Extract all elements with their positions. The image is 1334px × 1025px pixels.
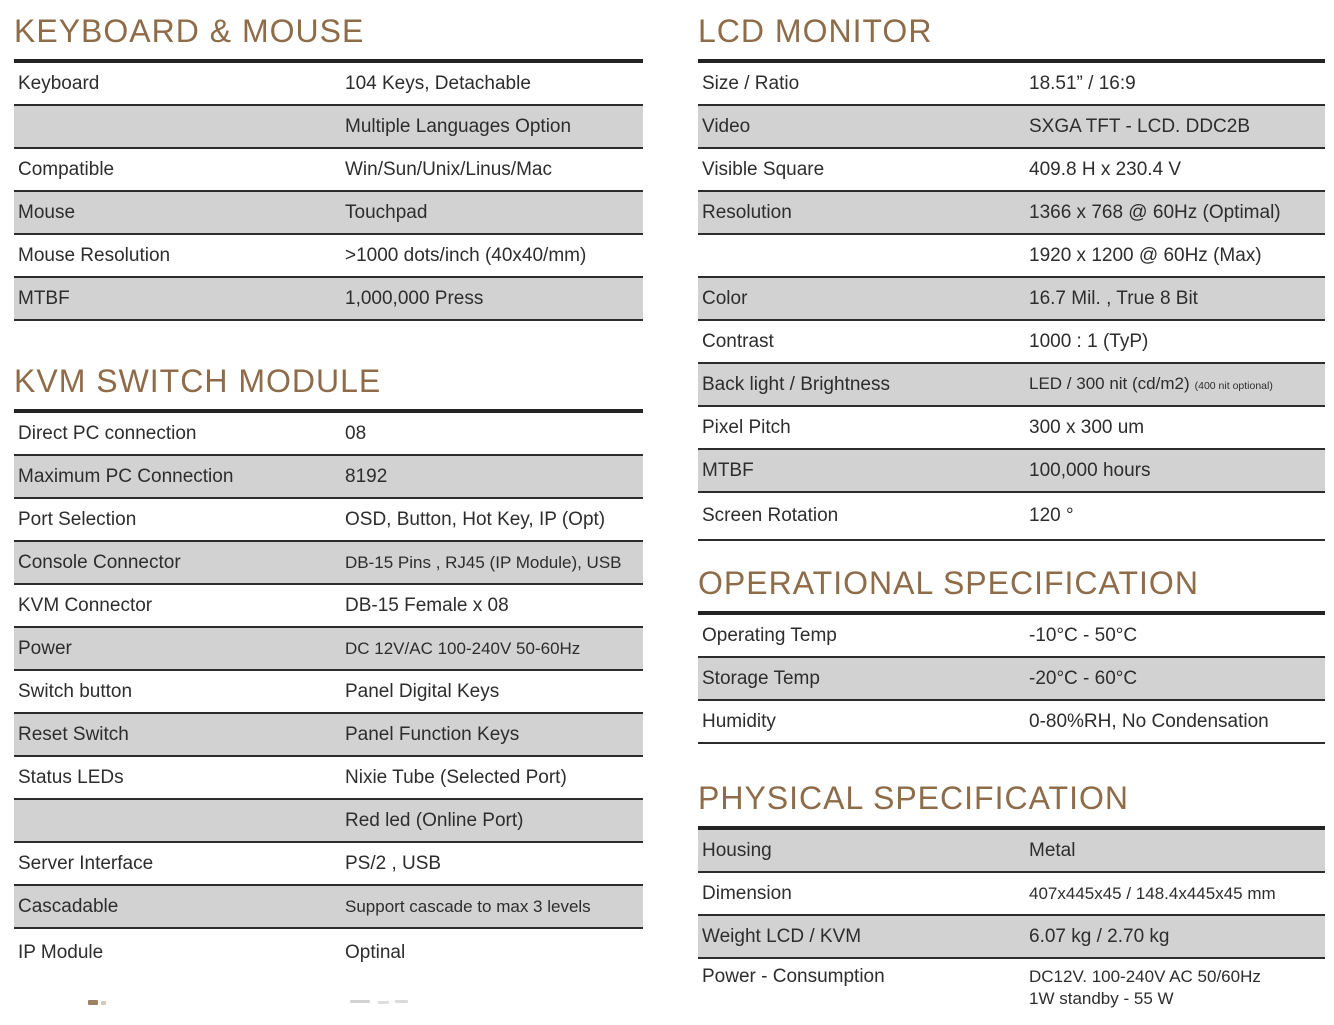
table-row [698,321,1325,364]
table-row [14,671,643,714]
spec-label: Contrast [702,330,774,352]
cropped-row-fragment [378,1001,389,1004]
spec-value-text: DB-15 Female x 08 [345,594,509,616]
spec-value-text: Win/Sun/Unix/Linus/Mac [345,158,552,180]
spec-value [345,896,643,918]
spec-label: Dimension [702,882,792,904]
spec-value-text: OSD, Button, Hot Key, IP (Opt) [345,508,606,530]
table-row [698,658,1325,701]
spec-label: IP Module [18,942,104,963]
table-row [698,450,1325,493]
table-row [698,63,1325,106]
spec-value [345,466,643,488]
spec-value [1029,883,1325,905]
cropped-row-fragment [88,1000,98,1005]
table-row [14,542,643,585]
spec-label: Screen Rotation [702,505,839,526]
spec-value [345,73,643,95]
table-row [14,757,643,800]
spec-label: Humidity [702,710,776,732]
table-row [14,192,643,235]
table-row [698,364,1325,407]
spec-value-text: 0-80%RH, No Condensation [1029,710,1269,732]
table-row [14,149,643,192]
spec-value-text: 1000 : 1 (TyP) [1029,330,1149,352]
spec-label: Mouse Resolution [18,244,171,266]
spec-value-text: Panel Digital Keys [345,680,500,702]
spec-value [345,202,643,224]
spec-label: Direct PC connection [18,422,197,444]
spec-value-text: 120 ° [1029,505,1074,526]
table-row [698,959,1325,1018]
table-row [14,235,643,278]
spec-label: Size / Ratio [702,72,800,94]
spec-value-text: 104 Keys, Detachable [345,72,531,94]
spec-value [1029,288,1325,310]
spec-label: Port Selection [18,508,137,530]
section-title-keyboard-mouse: KEYBOARD & MOUSE [14,13,365,49]
spec-value [345,942,643,964]
section-lcd-monitor [698,13,1325,541]
spec-value [345,595,643,617]
spec-label: Back light / Brightness [702,373,890,395]
spec-value-text: Nixie Tube (Selected Port) [345,766,567,788]
spec-value [345,245,643,267]
table-row [698,149,1325,192]
spec-value [345,724,643,746]
spec-value-text: 6.07 kg / 2.70 kg [1029,925,1170,947]
spec-value [1029,926,1325,948]
spec-value [1029,625,1325,647]
spec-value [345,681,643,703]
section-title-physical-specification: PHYSICAL SPECIFICATION [698,780,1129,816]
spec-value-text: -10°C - 50°C [1029,624,1138,646]
spec-value [1029,159,1325,181]
table-row [698,830,1325,873]
cropped-row-fragment [395,1000,408,1003]
table-row [14,714,643,757]
spec-value-text: 1366 x 768 @ 60Hz (Optimal) [1029,201,1281,223]
spec-value [1029,373,1325,397]
spec-value-text: 16.7 Mil. , True 8 Bit [1029,287,1198,309]
spec-value [345,159,643,181]
spec-label: Power [18,637,72,659]
spec-value [1029,116,1325,138]
table-row [698,701,1325,744]
table-row [698,916,1325,959]
spec-label: Cascadable [18,895,119,917]
spec-label: Visible Square [702,158,825,180]
spec-value [1029,331,1325,353]
spec-value [1029,966,1325,1010]
table-row [14,628,643,671]
spec-value [1029,460,1325,482]
table-row [14,886,643,929]
operational-specification-table [698,615,1325,744]
spec-value-text: DC12V. 100-240V AC 50/60Hz [1029,967,1261,986]
table-row [698,493,1325,541]
spec-label: Console Connector [18,551,181,573]
spec-value-text: 1,000,000 Press [345,287,484,309]
spec-value-text: SXGA TFT - LCD. DDC2B [1029,115,1251,137]
spec-label: Reset Switch [18,723,129,745]
table-row [14,499,643,542]
spec-label: Video [702,115,751,137]
spec-value-text: Multiple Languages Option [345,115,572,137]
spec-value [1029,73,1325,95]
physical-specification-table [698,830,1325,1018]
spec-value-text: >1000 dots/inch (40x40/mm) [345,244,587,266]
section-physical-specification [698,780,1325,1018]
lcd-monitor-table [698,63,1325,541]
spec-label: KVM Connector [18,594,153,616]
spec-label: Storage Temp [702,667,820,689]
table-row [698,106,1325,149]
table-row [14,800,643,843]
spec-label: Status LEDs [18,766,124,788]
spec-value [1029,840,1325,862]
section-title-operational-specification: OPERATIONAL SPECIFICATION [698,565,1199,601]
section-kvm-switch-module [14,363,643,977]
section-title-lcd-monitor: LCD MONITOR [698,13,933,49]
table-row [14,106,643,149]
spec-value-text: 409.8 H x 230.4 V [1029,158,1182,180]
spec-value-text: DB-15 Pins , RJ45 (IP Module), USB [345,552,622,572]
spec-value-text: Support cascade to max 3 levels [345,896,591,916]
spec-label: Switch button [18,680,133,702]
spec-value-text: Panel Function Keys [345,723,520,745]
spec-label: Keyboard [18,72,100,94]
spec-value-text: 8192 [345,465,388,487]
spec-value-text: Metal [1029,839,1076,861]
right-column [698,13,1325,1018]
kvm-switch-module-table [14,413,643,977]
table-row [14,456,643,499]
table-row [14,843,643,886]
table-row [14,413,643,456]
spec-value-text: PS/2 , USB [345,852,442,874]
spec-value [345,288,643,310]
table-row [698,615,1325,658]
table-row [14,929,643,977]
spec-value-text: 18.51” / 16:9 [1029,72,1136,94]
table-row [14,585,643,628]
cropped-row-fragment [101,1001,106,1005]
left-column [14,13,643,977]
spec-value [345,509,643,531]
spec-value [345,810,643,832]
spec-value-text: 08 [345,422,367,444]
spec-value-line2: 1W standby - 55 W [1029,989,1174,1008]
spec-label: Server Interface [18,852,154,874]
spec-value [345,423,643,445]
spec-label: Power - Consumption [702,966,885,987]
keyboard-mouse-table [14,63,643,321]
spec-value [345,116,643,138]
spec-value [345,767,643,789]
spec-value-text: 407x445x45 / 148.4x445x45 mm [1029,883,1276,903]
table-row [698,407,1325,450]
spec-value [1029,668,1325,690]
table-row [698,873,1325,916]
spec-value-text: Red led (Online Port) [345,809,524,831]
section-keyboard-mouse [14,13,643,321]
spec-label: Weight LCD / KVM [702,925,862,947]
spec-label: Operating Temp [702,624,837,646]
spec-value [1029,505,1325,527]
spec-value-text: Optinal [345,942,406,963]
table-row [14,278,643,321]
spec-label: Maximum PC Connection [18,465,234,487]
section-operational-specification [698,565,1325,744]
spec-label: MTBF [18,287,70,309]
table-row [698,278,1325,321]
spec-value-note: (400 nit optional) [1194,379,1273,392]
spec-value [345,853,643,875]
table-row [14,63,643,106]
spec-value-text: 300 x 300 um [1029,416,1145,438]
spec-value [345,638,643,660]
spec-value-text: LED / 300 nit (cd/m2) [1029,373,1190,393]
spec-label: Housing [702,839,772,861]
spec-value-text: -20°C - 60°C [1029,667,1138,689]
spec-label: Resolution [702,201,792,223]
spec-label: Color [702,287,748,309]
section-title-kvm-switch-module: KVM SWITCH MODULE [14,363,382,399]
spec-label: MTBF [702,459,754,481]
spec-value [1029,417,1325,439]
table-row [698,235,1325,278]
spec-value [1029,711,1325,733]
spec-value [1029,245,1325,267]
spec-value [1029,202,1325,224]
spec-value [345,552,643,574]
table-row [698,192,1325,235]
spec-value-text: 100,000 hours [1029,459,1151,481]
cropped-row-fragment [350,1000,370,1003]
spec-value-text: Touchpad [345,201,428,223]
spec-label: Compatible [18,158,115,180]
spec-value-text: 1920 x 1200 @ 60Hz (Max) [1029,244,1262,266]
spec-label: Pixel Pitch [702,416,791,438]
spec-value-text: DC 12V/AC 100-240V 50-60Hz [345,638,581,658]
spec-label: Mouse [18,201,76,223]
